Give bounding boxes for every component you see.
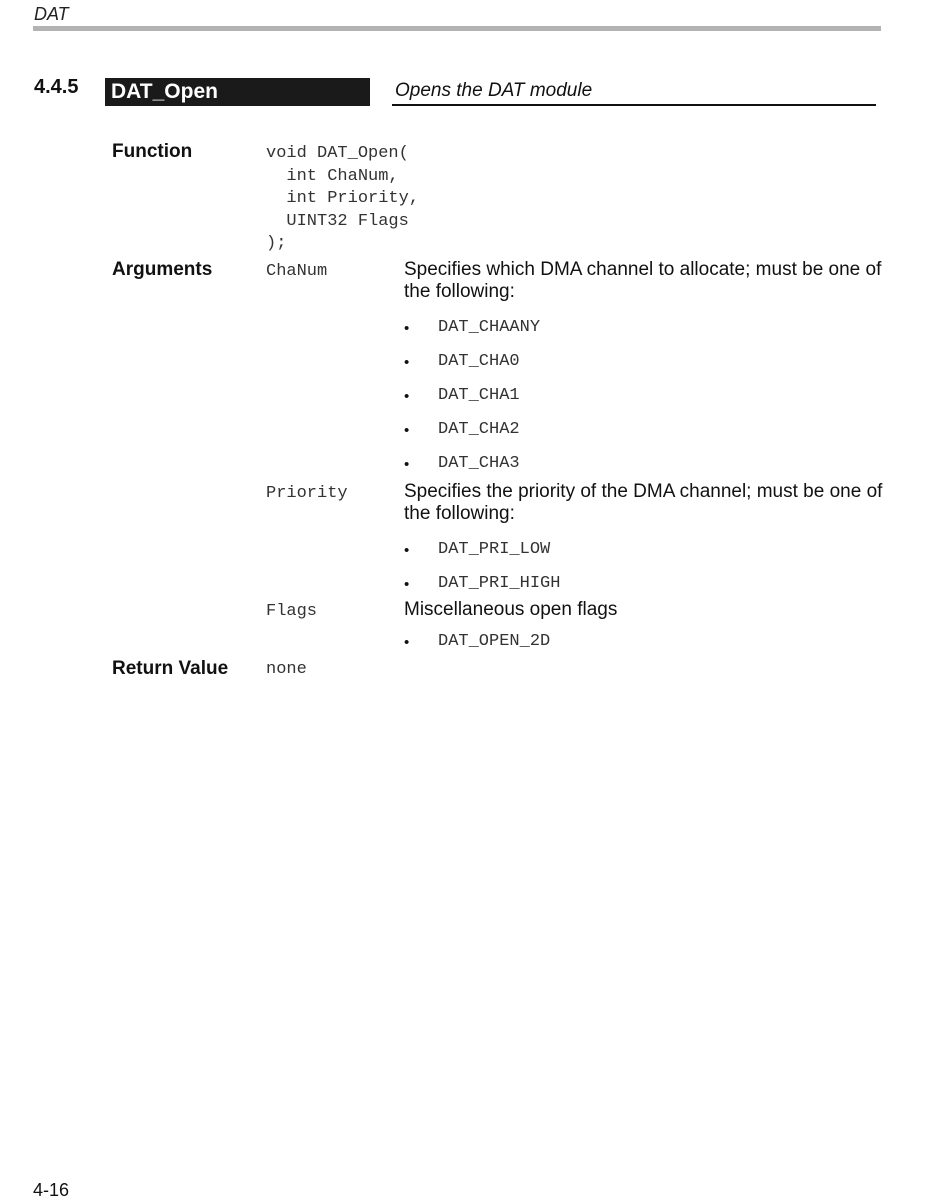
argument-option: DAT_CHA3 bbox=[438, 454, 520, 473]
arguments-label: Arguments bbox=[112, 259, 213, 280]
bullet-icon: • bbox=[404, 634, 410, 651]
argument-option: DAT_PRI_HIGH bbox=[438, 574, 561, 593]
argument-option: DAT_CHA2 bbox=[438, 420, 520, 439]
argument-option: DAT_CHA0 bbox=[438, 352, 520, 371]
bullet-icon: • bbox=[404, 354, 410, 371]
argument-name: Priority bbox=[266, 484, 348, 503]
argument-description: Specifies the priority of the DMA channel; must be one of the following: bbox=[404, 481, 883, 524]
function-label: Function bbox=[112, 141, 193, 162]
running-header: DAT bbox=[34, 4, 69, 24]
argument-description: Specifies which DMA channel to allocate; must be one of the following: bbox=[404, 259, 882, 302]
argument-option: DAT_PRI_LOW bbox=[438, 540, 551, 559]
section-title: DAT_Open bbox=[105, 78, 370, 106]
header-rule bbox=[33, 26, 881, 31]
section-number: 4.4.5 bbox=[34, 76, 79, 98]
section-summary: Opens the DAT module bbox=[395, 80, 593, 101]
function-signature: void DAT_Open( int ChaNum, int Priority, UINT32 Flags ); bbox=[266, 144, 420, 253]
bullet-icon: • bbox=[404, 388, 410, 405]
bullet-icon: • bbox=[404, 320, 410, 337]
return-value: none bbox=[266, 660, 307, 679]
argument-option: DAT_CHAANY bbox=[438, 318, 541, 337]
bullet-icon: • bbox=[404, 422, 410, 439]
summary-rule bbox=[392, 104, 876, 106]
bullet-icon: • bbox=[404, 542, 410, 559]
argument-name: ChaNum bbox=[266, 262, 328, 281]
bullet-icon: • bbox=[404, 456, 410, 473]
argument-option: DAT_OPEN_2D bbox=[438, 632, 551, 651]
page-number: 4-16 bbox=[33, 1180, 70, 1200]
argument-name: Flags bbox=[266, 602, 318, 621]
return-value-label: Return Value bbox=[112, 658, 229, 679]
bullet-icon: • bbox=[404, 576, 410, 593]
argument-description: Miscellaneous open flags bbox=[404, 599, 618, 620]
argument-option: DAT_CHA1 bbox=[438, 386, 520, 405]
